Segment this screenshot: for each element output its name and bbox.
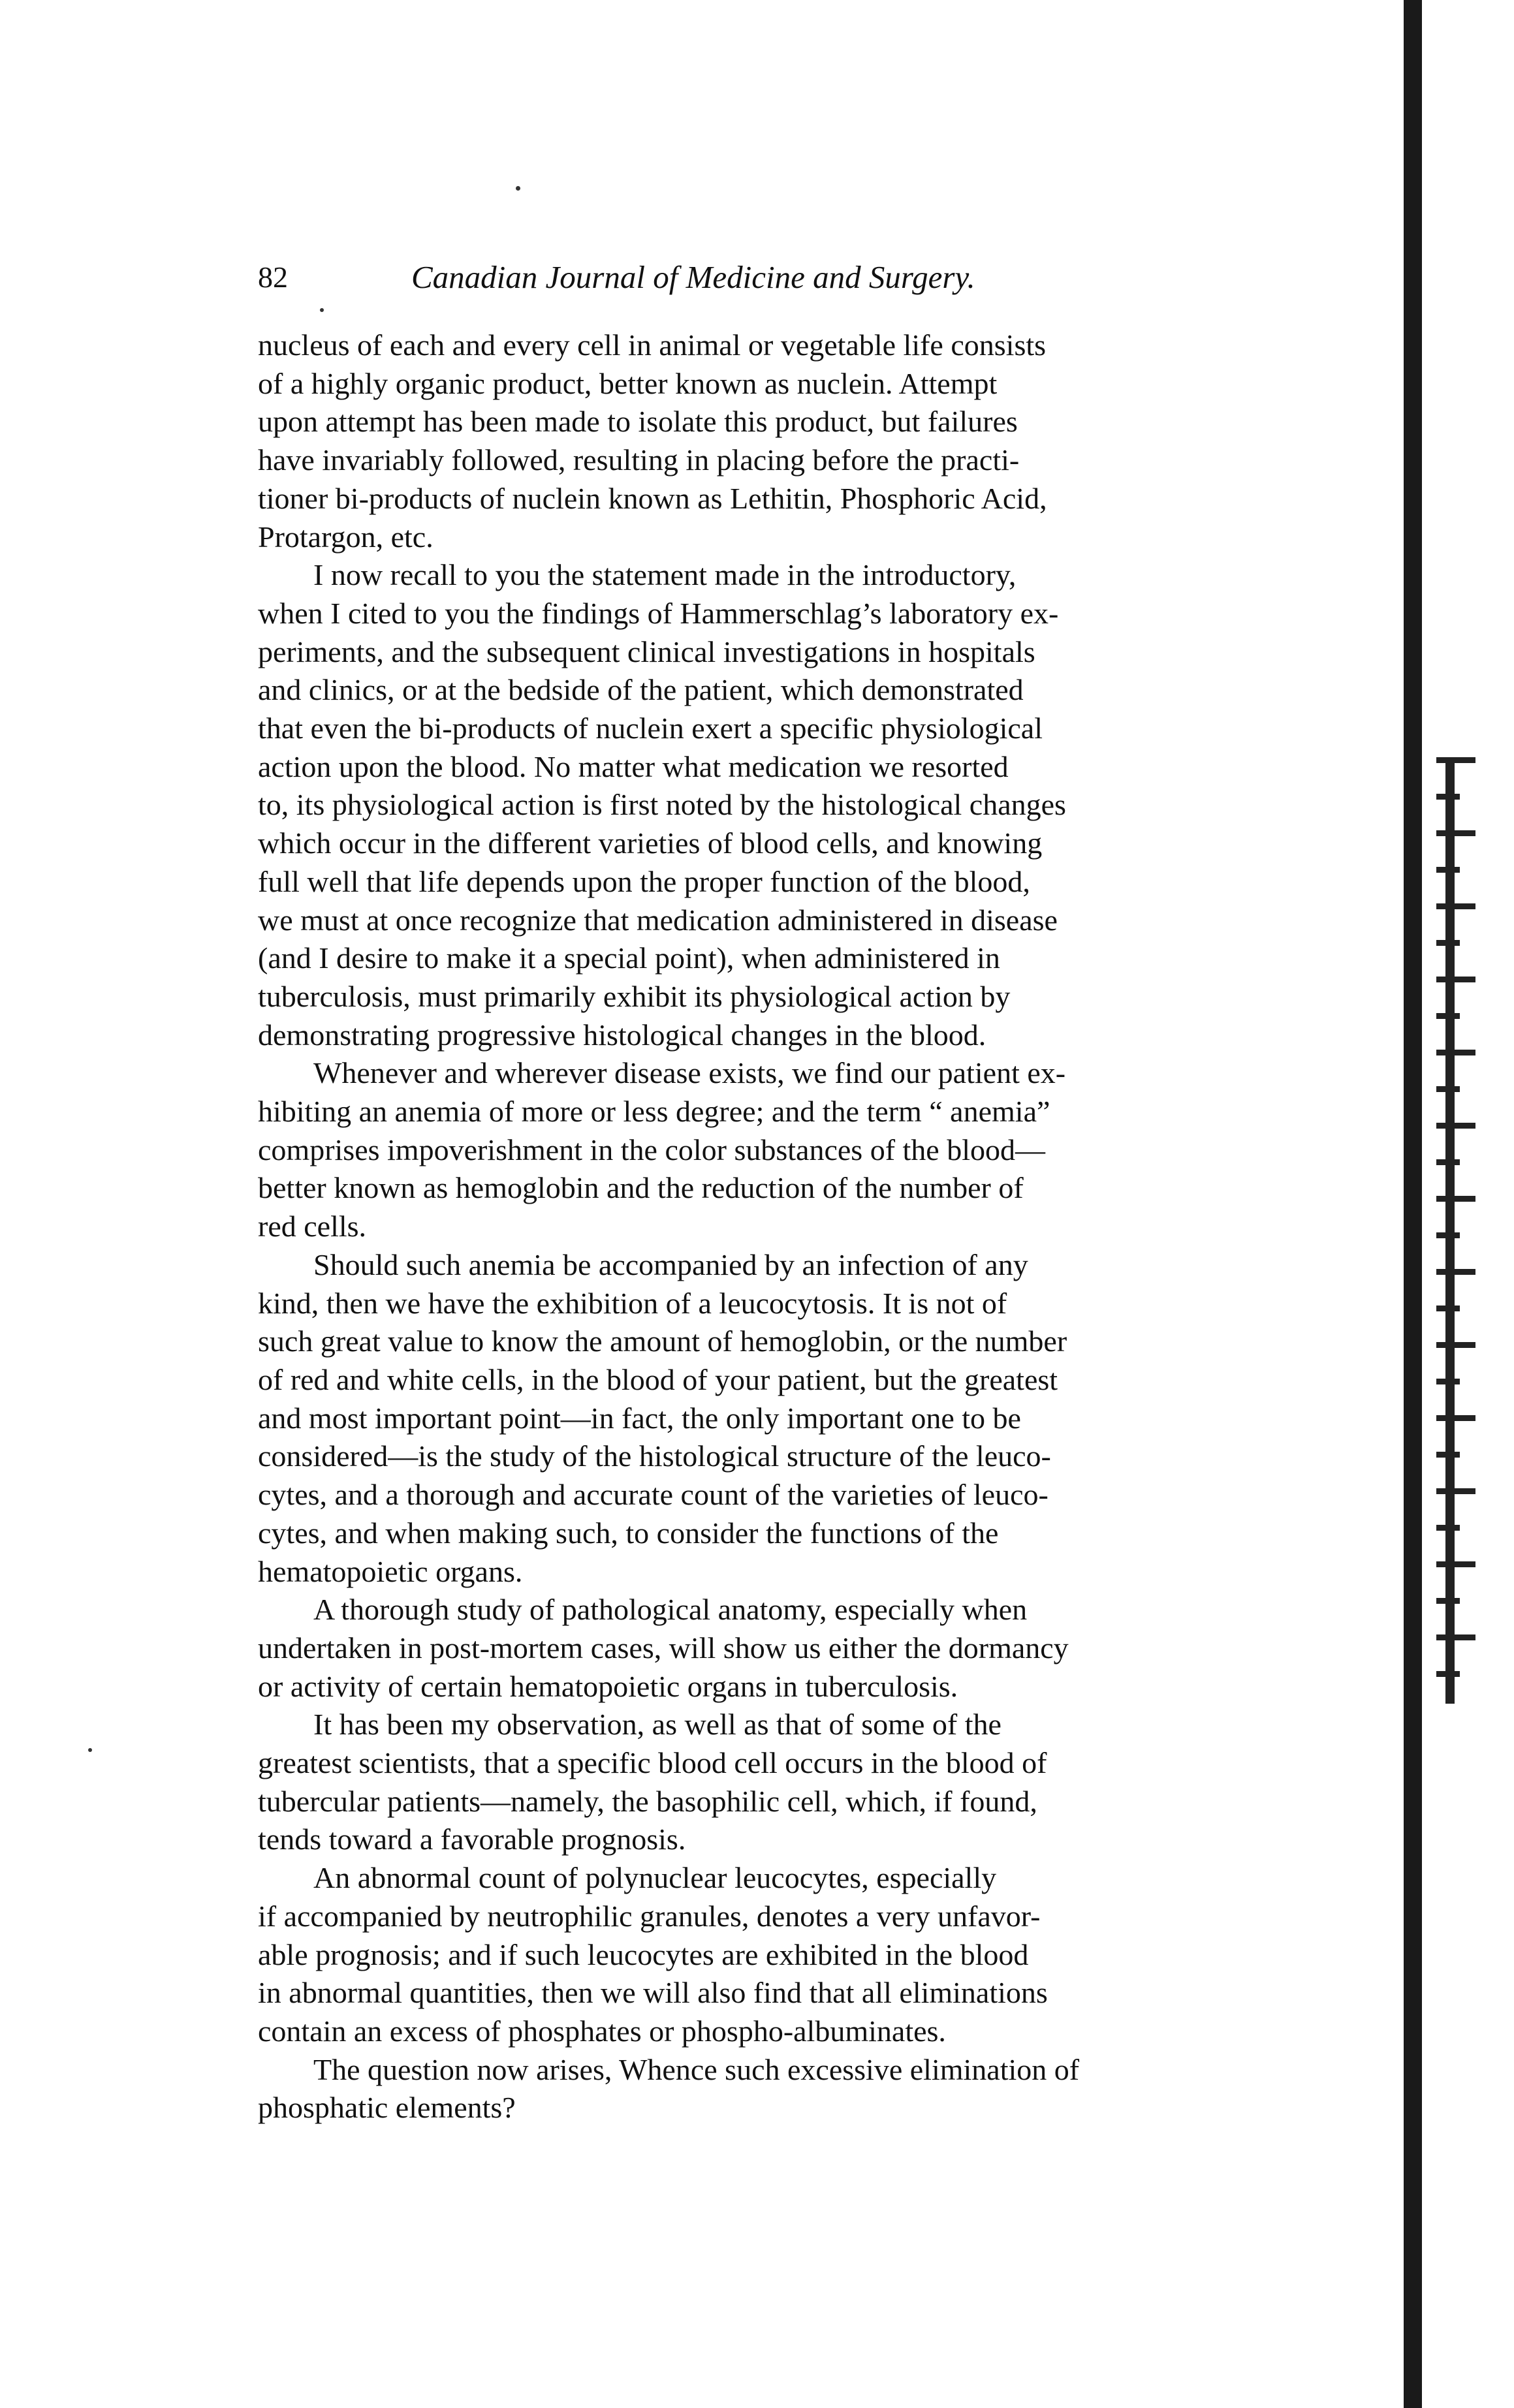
text-line: better known as hemoglobin and the reduction of the number of — [258, 1171, 1024, 1205]
ruler-tick — [1436, 830, 1475, 836]
text-line: tends toward a favorable prognosis. — [258, 1822, 686, 1856]
ruler-tick — [1436, 1415, 1475, 1421]
ink-speck — [88, 1748, 92, 1752]
text-line: An abnormal count of polynuclear leucocytes, especially — [313, 1861, 997, 1895]
text-line: tubercular patients—namely, the basophilic cell, which, if found, — [258, 1784, 1037, 1818]
ruler-tick — [1436, 757, 1475, 763]
text-line: and most important point—in fact, the only important one to be — [258, 1401, 1021, 1435]
text-line: in abnormal quantities, then we will also find that all eliminations — [258, 1976, 1048, 2010]
ruler-tick — [1436, 1525, 1460, 1531]
ink-speck — [320, 308, 324, 312]
text-line: The question now arises, Whence such excessive elimination of — [313, 2052, 1080, 2086]
ruler-tick — [1436, 1634, 1475, 1640]
text-line: undertaken in post-mortem cases, will show us either the dormancy — [258, 1631, 1069, 1665]
text-line: considered—is the study of the histological structure of the leuco- — [258, 1439, 1051, 1473]
ruler-tick — [1436, 1452, 1460, 1458]
ruler-tick — [1436, 1196, 1475, 1202]
text-line: kind, then we have the exhibition of a leucocytosis. It is not of — [258, 1286, 1007, 1320]
text-line: comprises impoverishment in the color substances of the blood— — [258, 1133, 1045, 1166]
text-line: to, its physiological action is first noted by the histological changes — [258, 788, 1066, 822]
text-line: tuberculosis, must primarily exhibit its physiological action by — [258, 979, 1011, 1013]
text-line: contain an excess of phosphates or phospho-albuminates. — [258, 2014, 946, 2048]
text-line: of a highly organic product, better known as nuclein. Attempt — [258, 366, 998, 400]
ruler-tick — [1436, 1269, 1475, 1275]
ruler-tick — [1436, 1561, 1475, 1567]
ruler-tick — [1436, 1342, 1475, 1348]
text-line: and clinics, or at the bedside of the patient, which demonstrated — [258, 673, 1024, 707]
text-line: able prognosis; and if such leucocytes are exhibited in the blood — [258, 1937, 1029, 1971]
ruler-tick — [1436, 1159, 1460, 1165]
text-line: have invariably followed, resulting in placing before the practi- — [258, 443, 1020, 477]
ruler-tick — [1436, 1379, 1460, 1384]
text-line: nucleus of each and every cell in animal or vegetable life consists — [258, 328, 1047, 362]
text-line: greatest scientists, that a specific blood cell occurs in the blood of — [258, 1746, 1047, 1780]
ruler-tick — [1436, 1013, 1460, 1019]
text-line: periments, and the subsequent clinical investigations in hospitals — [258, 634, 1035, 668]
ruler-tick — [1436, 1671, 1460, 1677]
text-line: tioner bi-products of nuclein known as Lethitin, Phosphoric Acid, — [258, 481, 1047, 515]
ruler-tick — [1436, 1050, 1475, 1055]
page-number: 82 — [258, 260, 288, 294]
text-line: I now recall to you the statement made in the introductory, — [313, 558, 1017, 592]
ruler-tick — [1436, 1232, 1460, 1238]
text-line: phosphatic elements? — [258, 2091, 516, 2125]
text-line: if accompanied by neutrophilic granules, denotes a very unfavor- — [258, 1899, 1041, 1933]
text-line: which occur in the different varieties of blood cells, and knowing — [258, 826, 1043, 860]
running-title: Canadian Journal of Medicine and Surgery. — [411, 259, 975, 295]
text-line: It has been my observation, as well as that of some of the — [313, 1708, 1001, 1742]
ruler-tick — [1436, 1488, 1475, 1494]
text-line: upon attempt has been made to isolate this product, but failures — [258, 405, 1018, 439]
ruler-tick — [1436, 903, 1475, 909]
text-line: Protargon, etc. — [258, 520, 434, 554]
text-line: or activity of certain hematopoietic organs in tuberculosis. — [258, 1669, 958, 1703]
text-line: when I cited to you the findings of Hammerschlag’s laboratory ex- — [258, 596, 1059, 630]
ink-speck — [516, 186, 520, 191]
binding-edge — [1404, 0, 1422, 2408]
ruler-tick — [1436, 867, 1460, 873]
page-header — [258, 258, 1335, 297]
text-line: such great value to know the amount of hemoglobin, or the number — [258, 1324, 1067, 1358]
ruler-tick — [1436, 940, 1460, 946]
ruler-tick — [1436, 1123, 1475, 1129]
ruler-tick — [1436, 1598, 1460, 1604]
ruler-tick — [1436, 1306, 1460, 1311]
text-line: cytes, and when making such, to consider the functions of the — [258, 1516, 999, 1550]
article-body — [258, 326, 1342, 2127]
text-line: full well that life depends upon the proper function of the blood, — [258, 864, 1030, 898]
text-line: we must at once recognize that medication administered in disease — [258, 903, 1058, 937]
ruler-tick — [1436, 1086, 1460, 1092]
scale-ruler — [1436, 757, 1482, 1704]
text-line: hematopoietic organs. — [258, 1554, 523, 1588]
ruler-tick — [1436, 794, 1460, 800]
text-line: red cells. — [258, 1210, 367, 1243]
ruler-tick — [1436, 977, 1475, 982]
text-line: Whenever and wherever disease exists, we find our patient ex- — [313, 1056, 1066, 1090]
text-line: that even the bi-products of nuclein exert a specific physiological — [258, 711, 1043, 745]
text-line: demonstrating progressive histological changes in the blood. — [258, 1018, 986, 1052]
text-line: action upon the blood. No matter what medication we resorted — [258, 749, 1009, 783]
text-line: cytes, and a thorough and accurate count of the varieties of leuco- — [258, 1478, 1049, 1512]
text-line: Should such anemia be accompanied by an infection of any — [313, 1247, 1028, 1281]
text-line: of red and white cells, in the blood of your patient, but the greatest — [258, 1362, 1058, 1396]
text-line: (and I desire to make it a special point), when administered in — [258, 941, 1000, 975]
text-line: A thorough study of pathological anatomy, especially when — [313, 1593, 1028, 1627]
text-line: hibiting an anemia of more or less degree; and the term “ anemia” — [258, 1095, 1050, 1129]
